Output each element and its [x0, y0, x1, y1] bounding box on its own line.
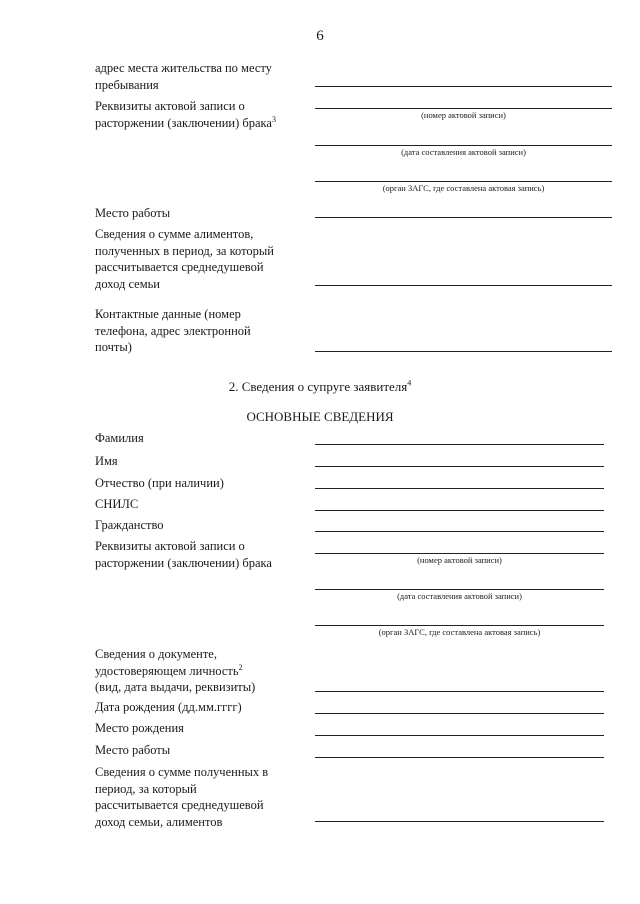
page-number: 6 — [316, 28, 324, 44]
footnote-4: 4 — [407, 378, 412, 388]
spouse-workplace-label: Место работы — [95, 743, 171, 757]
basic-info-subheading: ОСНОВНЫЕ СВЕДЕНИЯ — [246, 409, 394, 424]
spouse-workplace-field[interactable] — [315, 757, 604, 758]
citizenship-field[interactable] — [315, 531, 604, 532]
spouse-income-field[interactable] — [315, 821, 604, 822]
id-document-field[interactable] — [315, 691, 604, 692]
residence-field[interactable] — [315, 86, 612, 87]
spouse-record-number-caption: (номер актовой записи) — [417, 555, 502, 565]
record-date-caption: (дата составления актовой записи) — [401, 147, 526, 157]
footnote-3: 3 — [271, 114, 276, 124]
contacts-label: Контактные данные (номер телефона, адрес электронной почты) — [95, 307, 251, 354]
id-document-label — [95, 646, 295, 696]
id-document-label-text: Сведения о документе, удостоверяющем личность — [95, 647, 239, 678]
birth-date-field[interactable] — [315, 713, 604, 714]
birth-date-label: Дата рождения (дд.мм.гггг) — [95, 700, 242, 714]
record-number-field[interactable] — [315, 108, 612, 109]
spouse-registry-office-caption: (орган ЗАГС, где составлена актовая запись) — [378, 627, 541, 637]
registry-office-caption: (орган ЗАГС, где составлена актовая запись) — [382, 183, 545, 193]
marriage-record-label-text: Реквизиты актовой записи о расторжении (заключении) брака — [95, 99, 272, 130]
patronymic-label: Отчество (при наличии) — [95, 476, 224, 490]
surname-field[interactable] — [315, 444, 604, 445]
spouse-record-number-field[interactable] — [315, 553, 604, 554]
spouse-record-date-field[interactable] — [315, 589, 604, 590]
birth-place-label: Место рождения — [95, 721, 184, 735]
alimony-label: Сведения о сумме алиментов, полученных в период, за который рассчитывается среднедушевой доход семьи — [95, 227, 274, 291]
spouse-marriage-record-label: Реквизиты актовой записи о расторжении (заключении) брака — [95, 539, 272, 570]
record-date-field[interactable] — [315, 145, 612, 146]
name-field[interactable] — [315, 466, 604, 467]
marriage-record-label — [95, 98, 310, 131]
footnote-2: 2 — [238, 662, 243, 672]
spouse-registry-office-field[interactable] — [315, 625, 604, 626]
spouse-record-date-caption: (дата составления актовой записи) — [397, 591, 522, 601]
snils-label: СНИЛС — [95, 497, 139, 511]
name-label: Имя — [95, 454, 118, 468]
surname-label: Фамилия — [95, 431, 144, 445]
residence-label: адрес места жительства по месту пребывания — [95, 61, 272, 92]
citizenship-label: Гражданство — [95, 518, 164, 532]
birth-place-field[interactable] — [315, 735, 604, 736]
section-2-heading — [0, 379, 640, 395]
snils-field[interactable] — [315, 510, 604, 511]
id-document-label-tail: (вид, дата выдачи, реквизиты) — [95, 680, 256, 694]
registry-office-field[interactable] — [315, 181, 612, 182]
spouse-income-label: Сведения о сумме полученных в период, за который рассчитывается среднедушевой доход семьи, алиментов — [95, 765, 269, 829]
alimony-field[interactable] — [315, 285, 612, 286]
workplace-field[interactable] — [315, 217, 612, 218]
contacts-field[interactable] — [315, 351, 612, 352]
section-2-heading-text: 2. Сведения о супруге заявителя — [228, 379, 408, 394]
workplace-label: Место работы — [95, 206, 171, 220]
patronymic-field[interactable] — [315, 488, 604, 489]
record-number-caption: (номер актовой записи) — [421, 110, 506, 120]
